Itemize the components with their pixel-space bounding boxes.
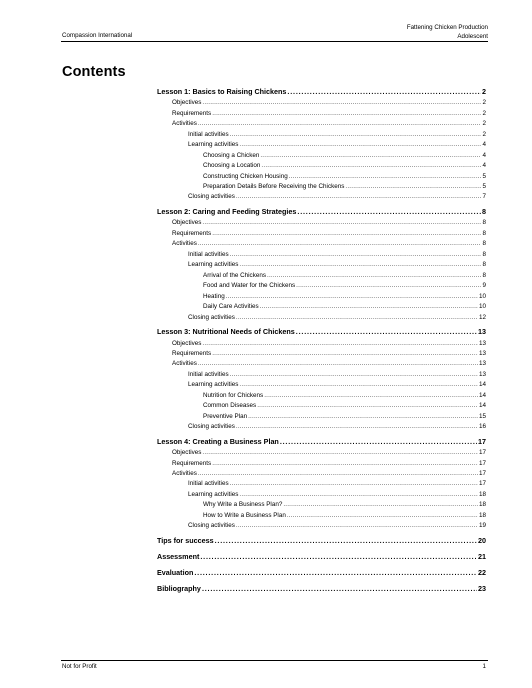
header-rule — [61, 41, 488, 42]
toc-dot-leader — [200, 552, 477, 561]
toc-entry-label: Choosing a Location — [203, 162, 261, 170]
toc-entry-label: Requirements — [172, 229, 212, 237]
toc-page-number: 16 — [478, 423, 486, 431]
toc-entry-label: Requirements — [172, 109, 212, 117]
toc-page-number: 18 — [478, 490, 486, 498]
toc-entry-label: Daily Care Activities — [203, 303, 259, 311]
toc-entry[interactable] — [188, 141, 486, 148]
toc-dot-leader — [261, 162, 481, 169]
toc-entry-label: Closing activities — [188, 193, 235, 201]
toc-page-number: 7 — [482, 193, 486, 201]
toc-entry-label: Preparation Details Before Receiving the Chickens — [203, 183, 345, 190]
toc-entry[interactable] — [172, 449, 486, 456]
toc-entry-label: Food and Water for the Chickens — [203, 282, 296, 290]
toc-dot-leader — [202, 584, 477, 593]
toc-dot-leader — [230, 480, 478, 487]
toc-entry[interactable] — [188, 480, 486, 487]
toc-entry-section[interactable] — [157, 437, 486, 446]
toc-dot-leader — [239, 141, 481, 148]
toc-entry-label: Tips for success — [157, 535, 214, 545]
toc-entry[interactable] — [188, 423, 486, 430]
header-document-title — [407, 23, 488, 41]
toc-page-number: 4 — [482, 162, 486, 170]
toc-entry-label: Preventive Plan — [203, 412, 248, 420]
toc-dot-leader — [198, 470, 478, 477]
toc-entry-label: Activities — [172, 240, 197, 248]
toc-page-number: 14 — [478, 391, 486, 399]
toc-page-number: 2 — [482, 99, 486, 107]
toc-entry[interactable] — [172, 350, 486, 357]
toc-dot-leader — [212, 110, 481, 117]
toc-entry-section[interactable] — [157, 568, 486, 577]
toc-page-number: 20 — [478, 535, 486, 545]
toc-entry-label: Constructing Chicken Housing — [203, 172, 288, 180]
toc-entry[interactable] — [172, 240, 486, 247]
toc-entry-label: How to Write a Business Plan — [203, 511, 286, 519]
toc-dot-leader — [198, 120, 482, 127]
toc-entry-label: Choosing a Chicken — [203, 151, 260, 159]
toc-entry-label: Lesson 3: Nutritional Needs of Chickens — [157, 327, 295, 337]
toc-dot-leader — [202, 219, 481, 226]
header-organization: Compassion International — [62, 32, 133, 39]
toc-entry[interactable] — [172, 360, 486, 367]
footer-rule — [61, 660, 488, 661]
toc-dot-leader — [215, 536, 477, 545]
toc-page-number: 18 — [478, 511, 486, 519]
toc-entry[interactable] — [188, 491, 486, 498]
toc-entry-section[interactable] — [157, 536, 486, 545]
toc-entry-label: Arrival of the Chickens — [203, 271, 266, 279]
toc-page-number: 8 — [482, 271, 486, 279]
toc-page-number: 13 — [478, 339, 486, 347]
toc-page-number: 17 — [478, 449, 486, 457]
toc-dot-leader — [260, 303, 478, 310]
toc-entry[interactable] — [172, 99, 486, 106]
toc-page-number: 5 — [482, 183, 486, 190]
toc-entry-label: Why Write a Business Plan? — [203, 501, 283, 509]
toc-page-number: 4 — [482, 141, 486, 149]
toc-dot-leader — [236, 522, 478, 529]
toc-entry-label: Learning activities — [188, 141, 239, 149]
toc-page-number: 13 — [478, 327, 486, 337]
toc-dot-leader — [212, 230, 481, 237]
toc-page-number: 17 — [478, 459, 486, 467]
toc-page-number: 10 — [478, 292, 486, 300]
toc-entry-label: Objectives — [172, 339, 202, 347]
toc-entry-section[interactable] — [157, 584, 486, 593]
footer-page-number: 1 — [482, 663, 486, 670]
toc-page-number: 2 — [482, 120, 486, 128]
toc-entry-label: Heating — [203, 292, 225, 300]
toc-entry-section[interactable] — [157, 87, 486, 96]
toc-entry-label: Lesson 1: Basics to Raising Chickens — [157, 87, 287, 96]
toc-dot-leader — [202, 340, 478, 347]
toc-dot-leader — [202, 449, 478, 456]
toc-dot-leader — [267, 272, 481, 279]
toc-entry[interactable] — [188, 251, 486, 258]
toc-page-number: 2 — [482, 109, 486, 117]
toc-entry-label: Activities — [172, 360, 197, 368]
toc-entry-label: Requirements — [172, 349, 212, 357]
toc-entry-label: Requirements — [172, 459, 212, 467]
toc-dot-leader — [236, 193, 482, 200]
page-title: Contents — [62, 64, 126, 80]
toc-page-number: 8 — [482, 207, 486, 217]
toc-page-number: 17 — [478, 436, 486, 446]
toc-page-number: 8 — [482, 250, 486, 258]
toc-dot-leader — [264, 392, 478, 399]
toc-entry-label: Initial activities — [188, 480, 229, 488]
toc-entry[interactable] — [172, 230, 486, 237]
toc-page-number: 17 — [478, 480, 486, 488]
toc-dot-leader — [230, 371, 478, 378]
toc-page-number: 14 — [478, 402, 486, 410]
toc-entry-label: Learning activities — [188, 490, 239, 498]
toc-entry-label: Lesson 2: Caring and Feeding Strategies — [157, 207, 297, 217]
toc-entry-label: Common Diseases — [203, 402, 257, 410]
toc-entry-label: Objectives — [172, 99, 202, 107]
toc-entry-label: Bibliography — [157, 583, 201, 593]
toc-page-number: 8 — [482, 219, 486, 227]
toc-dot-leader — [239, 261, 481, 268]
toc-dot-leader — [202, 99, 481, 106]
toc-dot-leader — [226, 293, 478, 300]
toc-entry[interactable] — [203, 392, 486, 399]
toc-entry-section[interactable] — [157, 552, 486, 561]
toc-page-number: 22 — [478, 567, 486, 577]
toc-dot-leader — [198, 240, 482, 247]
toc-dot-leader — [297, 207, 481, 216]
toc-dot-leader — [198, 360, 478, 367]
toc-dot-leader — [287, 87, 481, 96]
toc-entry-label: Initial activities — [188, 370, 229, 378]
toc-entry-label: Objectives — [172, 449, 202, 457]
toc-entry-label: Assessment — [157, 551, 200, 561]
toc-dot-leader — [212, 350, 478, 357]
toc-entry-label: Closing activities — [188, 423, 235, 431]
toc-page-number: 13 — [478, 349, 486, 357]
toc-page-number: 10 — [478, 303, 486, 311]
toc-entry[interactable] — [188, 261, 486, 268]
toc-dot-leader — [257, 402, 478, 409]
toc-entry[interactable] — [203, 512, 486, 519]
toc-entry[interactable] — [203, 173, 486, 180]
toc-entry[interactable] — [188, 314, 486, 321]
toc-entry[interactable] — [188, 371, 486, 378]
toc-page-number: 8 — [482, 229, 486, 237]
toc-dot-leader — [194, 568, 477, 577]
toc-page-number: 2 — [482, 87, 486, 96]
toc-dot-leader — [287, 512, 478, 519]
toc-page-number: 23 — [478, 583, 486, 593]
toc-entry[interactable] — [172, 460, 486, 467]
toc-page-number: 8 — [482, 261, 486, 269]
toc-entry[interactable] — [172, 470, 486, 477]
toc-page-number: 18 — [478, 501, 486, 509]
header-title-line-1: Fattening Chicken Production — [406, 24, 488, 31]
toc-entry[interactable] — [203, 282, 486, 289]
toc-entry-label: Objectives — [172, 219, 202, 227]
toc-entry[interactable] — [203, 152, 486, 159]
toc-dot-leader — [239, 381, 478, 388]
toc-entry-label: Initial activities — [188, 250, 229, 258]
toc-page-number: 4 — [482, 151, 486, 159]
toc-entry-section[interactable] — [157, 207, 486, 216]
toc-entry[interactable] — [203, 272, 486, 279]
toc-entry-label: Closing activities — [188, 522, 235, 530]
toc-entry-label: Nutrition for Chickens — [203, 391, 264, 399]
toc-page-number: 12 — [478, 313, 486, 321]
toc-entry[interactable] — [172, 110, 486, 117]
toc-page-number: 9 — [482, 282, 486, 290]
toc-page-number: 8 — [482, 240, 486, 248]
toc-page-number: 14 — [478, 381, 486, 389]
toc-page-number: 17 — [478, 470, 486, 477]
toc-entry[interactable] — [203, 293, 486, 300]
toc-entry[interactable] — [188, 522, 486, 529]
toc-entry[interactable] — [172, 219, 486, 226]
toc-dot-leader — [212, 460, 478, 467]
toc-dot-leader — [248, 413, 478, 420]
toc-dot-leader — [345, 183, 481, 190]
toc-dot-leader — [230, 131, 482, 138]
toc-page-number: 19 — [478, 522, 486, 530]
toc-entry[interactable] — [172, 120, 486, 127]
toc-entry[interactable] — [203, 303, 486, 310]
toc-entry[interactable] — [203, 162, 486, 169]
toc-entry[interactable] — [203, 413, 486, 420]
toc-entry-section[interactable] — [157, 327, 486, 336]
toc-entry[interactable] — [203, 183, 486, 190]
toc-entry[interactable] — [203, 402, 486, 409]
toc-entry[interactable] — [172, 340, 486, 347]
toc-entry-label: Learning activities — [188, 381, 239, 389]
toc-dot-leader — [230, 251, 482, 258]
toc-entry-label: Activities — [172, 470, 197, 477]
toc-entry-label: Learning activities — [188, 261, 239, 269]
toc-entry[interactable] — [188, 193, 486, 200]
toc-dot-leader — [280, 437, 477, 446]
toc-dot-leader — [296, 282, 481, 289]
toc-dot-leader — [289, 173, 482, 180]
toc-entry[interactable] — [188, 381, 486, 388]
toc-entry-label: Activities — [172, 120, 197, 128]
toc-entry[interactable] — [203, 501, 486, 508]
toc-page-number: 13 — [478, 370, 486, 378]
toc-page-number: 2 — [482, 130, 486, 138]
toc-page-number: 21 — [478, 551, 486, 561]
toc-entry-label: Evaluation — [157, 567, 194, 577]
header-title-line-2: Adolescent — [457, 33, 488, 40]
toc-dot-leader — [296, 327, 477, 336]
toc-dot-leader — [283, 501, 478, 508]
toc-page-number: 5 — [482, 172, 486, 180]
toc-entry[interactable] — [188, 131, 486, 138]
toc-page-number: 13 — [478, 360, 486, 368]
toc-entry-label: Closing activities — [188, 313, 235, 321]
toc-dot-leader — [236, 423, 478, 430]
toc-dot-leader — [236, 314, 478, 321]
toc-dot-leader — [260, 152, 481, 159]
toc-dot-leader — [239, 491, 478, 498]
footer-label: Not for Profit — [62, 663, 97, 670]
toc-entry-label: Initial activities — [188, 130, 229, 138]
toc-entry-label: Lesson 4: Creating a Business Plan — [157, 436, 279, 446]
toc-page-number: 15 — [478, 412, 486, 420]
